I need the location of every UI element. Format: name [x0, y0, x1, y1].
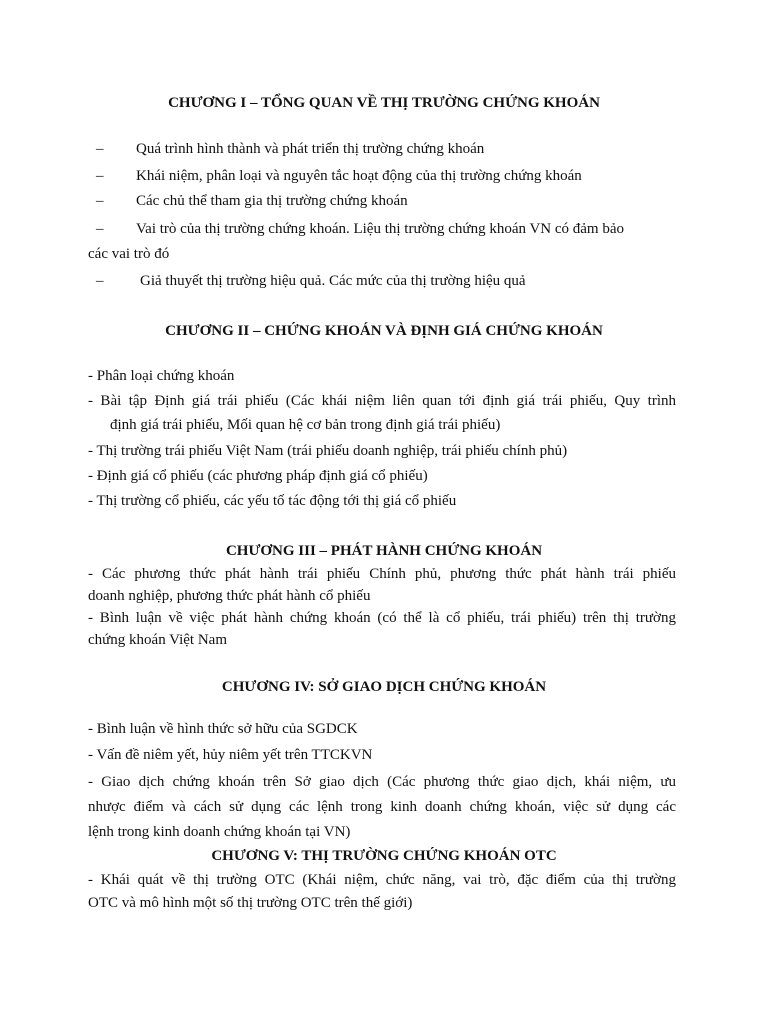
- chapter-3-item-1-line-2: doanh nghiệp, phương thức phát hành cổ phiếu: [88, 588, 371, 604]
- chapter-2-item-3: - Thị trường trái phiếu Việt Nam (trái phiếu doanh nghiệp, trái phiếu chính phủ): [88, 443, 568, 459]
- chapter-3-heading: CHƯƠNG III – PHÁT HÀNH CHỨNG KHOÁN: [225, 543, 543, 559]
- chapter-1-item-5-marker: –: [96, 273, 104, 289]
- chapter-2-item-4: - Định giá cổ phiếu (các phương pháp định giá cổ phiếu): [88, 468, 428, 484]
- chapter-4-item-3-line-3: lệnh trong kinh doanh chứng khoán tại VN): [88, 824, 351, 840]
- chapter-1-item-4-line-1: Vai trò của thị trường chứng khoán. Liệu thị trường chứng khoán VN có đảm bảo: [136, 221, 625, 237]
- chapter-1-item-4-line-2: các vai trò đó: [88, 246, 170, 262]
- chapter-1-item-1-marker: –: [96, 141, 104, 157]
- chapter-1-item-5: Giả thuyết thị trường hiệu quả. Các mức của thị trường hiệu quả: [140, 273, 526, 289]
- chapter-1-item-2: Khái niệm, phân loại và nguyên tắc hoạt động của thị trường chứng khoán: [136, 168, 582, 184]
- chapter-5-item-1-line-2: OTC và mô hình một số thị trường OTC trên thế giới): [88, 895, 413, 911]
- chapter-5-item-1-line-1: - Khái quát về thị trường OTC (Khái niệm, chức năng, vai trò, đặc điểm của thị trường: [88, 872, 676, 888]
- chapter-2-item-1: - Phân loại chứng khoán: [88, 368, 235, 384]
- chapter-4-item-1: - Bình luận về hình thức sở hữu của SGDCK: [88, 721, 358, 737]
- chapter-1-item-2-marker: –: [96, 168, 104, 184]
- chapter-3-item-1-line-1: - Các phương thức phát hành trái phiếu Chính phủ, phương thức phát hành trái phiếu: [88, 566, 676, 582]
- chapter-2-item-5: - Thị trường cổ phiếu, các yếu tố tác động tới thị giá cổ phiếu: [88, 493, 457, 509]
- chapter-4-item-2: - Vấn đề niêm yết, hủy niêm yết trên TTCKVN: [88, 747, 373, 763]
- chapter-4-heading: CHƯƠNG IV: SỞ GIAO DỊCH CHỨNG KHOÁN: [221, 679, 547, 695]
- chapter-2-heading: CHƯƠNG II – CHỨNG KHOÁN VÀ ĐỊNH GIÁ CHỨNG KHOÁN: [165, 323, 603, 339]
- chapter-2-item-2-line-2: định giá trái phiếu, Mối quan hệ cơ bản trong định giá trái phiếu): [110, 417, 501, 433]
- chapter-1-item-1: Quá trình hình thành và phát triển thị trường chứng khoán: [136, 141, 485, 157]
- chapter-3-item-2-line-1: - Bình luận về việc phát hành chứng khoán (có thể là cổ phiếu, trái phiếu) trên thị trường: [88, 610, 676, 626]
- chapter-4-item-3-line-2: nhược điểm và cách sử dụng các lệnh trong kinh doanh chứng khoán, việc sử dụng các: [88, 799, 676, 815]
- chapter-3-item-2-line-2: chứng khoán Việt Nam: [88, 632, 228, 648]
- chapter-4-item-3-line-1: - Giao dịch chứng khoán trên Sở giao dịch (Các phương thức giao dịch, khái niệm, ưu: [88, 774, 676, 790]
- chapter-1-item-4-marker: –: [96, 221, 104, 237]
- chapter-1-item-3: Các chủ thể tham gia thị trường chứng khoán: [136, 193, 408, 209]
- chapter-2-item-2-line-1: - Bài tập Định giá trái phiếu (Các khái niệm liên quan tới định giá trái phiếu, Quy trình: [88, 393, 676, 409]
- chapter-1-heading: CHƯƠNG I – TỔNG QUAN VỀ THỊ TRƯỜNG CHỨNG KHOÁN: [168, 95, 600, 111]
- chapter-1-item-3-marker: –: [96, 193, 104, 209]
- chapter-5-heading: CHƯƠNG V: THỊ TRƯỜNG CHỨNG KHOÁN OTC: [211, 848, 557, 864]
